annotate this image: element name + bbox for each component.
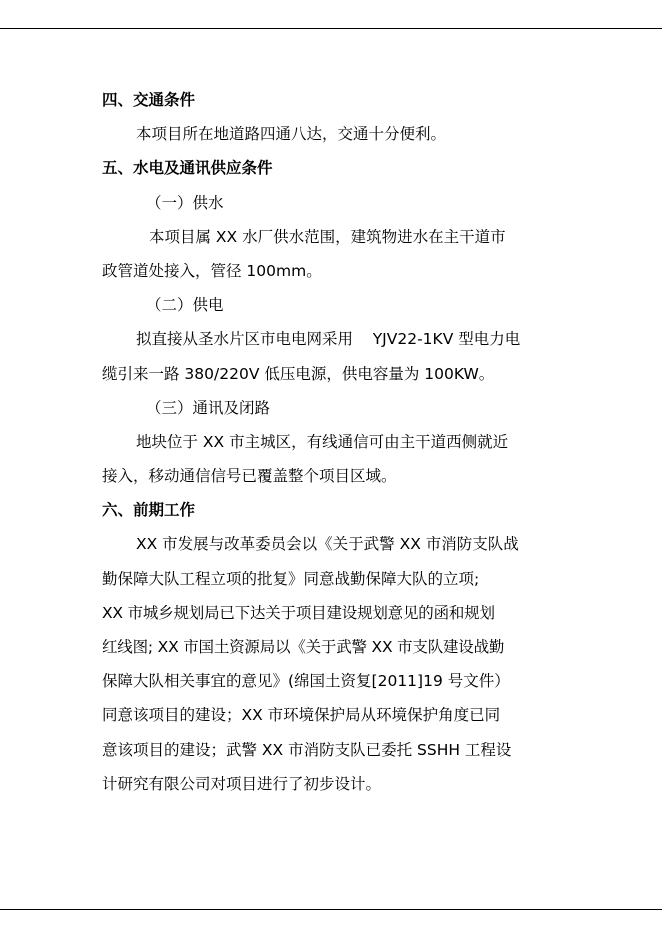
paragraph-preliminary-line-7: 意该项目的建设；武警 XX 市消防支队已委托 SSHH 工程设 (102, 740, 512, 759)
paragraph-power-line-2: 缆引来一路 380/220V 低压电源，供电容量为 100KW。 (102, 364, 495, 383)
paragraph-preliminary-line-8: 计研究有限公司对项目进行了初步设计。 (102, 774, 382, 793)
footer-rule (0, 909, 662, 910)
paragraph-water-line-1: 本项目属 XX 水厂供水范围，建筑物进水在主干道市 (149, 227, 506, 246)
document-body (102, 83, 562, 801)
paragraph-power-line-1: 拟直接从圣水片区市电电网采用 YJV22-1KV 型电力电 (136, 330, 521, 349)
section-heading-traffic: 四、交通条件 (102, 91, 196, 109)
paragraph-telecom-line-2: 接入，移动通信信号已覆盖整个项目区域。 (102, 467, 397, 486)
paragraph-preliminary-line-1: XX 市发展与改革委员会以《关于武警 XX 市消防支队战 (136, 535, 519, 554)
subheading-power: （二）供电 (146, 296, 224, 315)
paragraph-preliminary-line-2: 勤保障大队工程立项的批复》同意战勤保障大队的立项; (102, 569, 480, 588)
subheading-water: （一）供水 (146, 193, 224, 212)
paragraph-preliminary-line-5: 保障大队相关事宜的意见》(绵国土资复[2011]19 号文件） (102, 672, 510, 691)
section-heading-preliminary-work: 六、前期工作 (102, 501, 196, 520)
header-rule (0, 28, 662, 29)
paragraph-preliminary-line-4: 红线图; XX 市国土资源局以《关于武警 XX 市支队建设战勤 (102, 638, 505, 656)
paragraph-preliminary-line-6: 同意该项目的建设；XX 市环境保护局从环境保护角度已同 (102, 706, 501, 725)
paragraph-telecom-line-1: 地块位于 XX 市主城区，有线通信可由主干道西侧就近 (136, 432, 509, 451)
paragraph-traffic: 本项目所在地道路四通八达，交通十分便利。 (136, 125, 447, 144)
paragraph-preliminary-line-3: XX 市城乡规划局已下达关于项目建设规划意见的函和规划 (102, 603, 495, 622)
paragraph-water-line-2: 政管道处接入，管径 100mm。 (102, 261, 322, 280)
subheading-telecom: （三）通讯及闭路 (146, 398, 271, 417)
section-heading-utilities: 五、水电及通讯供应条件 (102, 159, 273, 178)
